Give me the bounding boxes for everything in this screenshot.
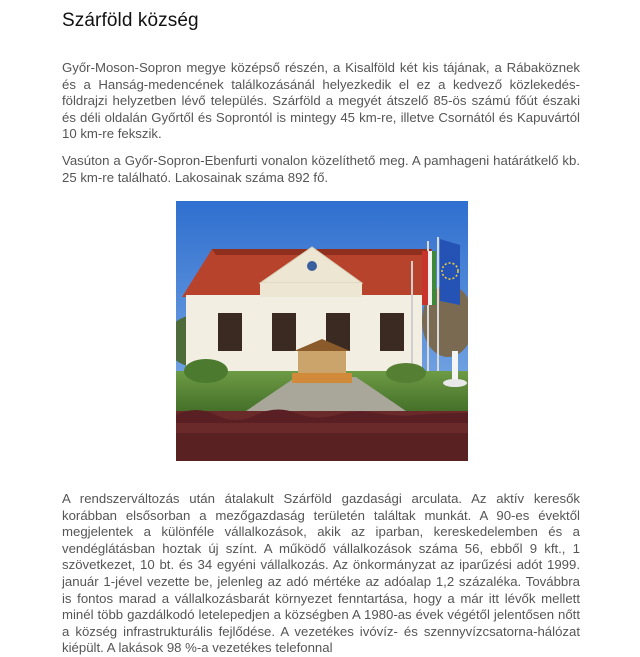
town-hall-photo — [176, 201, 468, 461]
economy-paragraph: A rendszerváltozás után átalakult Szárföld gazdasági arculata. Az aktív keresők korábban elsősorban a mezőgazdaság területén találtak munkát. A 90-es évektől megjelentek a különféle vállalkozások, akik az iparban, kereskedelemben és a vendéglátásban hoztak új színt. A működő vállalkozások száma 56, ebből 9 kft., 1 szövetkezet, 10 bt. és 34 egyéni vállalkozás. Az önkormányzat az iparűzési adót 1999. január 1-jével vezette be, jelenleg az adó mértéke az adóalap 1,2 százaléka. Továbbra is fontos marad a vállalkozásbarát környezet fenntartása, hogy a már itt lévők mellett minél több gazdálkodó letelepedjen a községben A 1980-as évek végétől jelentősen nőtt a község infrastrukturális fejlődése. A vezetékes ivóvíz- és szennyvízcsatorna-hálózat kiépült. A lakások 98 %-a vezetékes telefonnal — [62, 491, 580, 656]
fountain — [452, 351, 458, 381]
window — [218, 313, 242, 351]
intro-paragraph: Győr-Moson-Sopron megye középső részén, a Kisalföld két kis tájának, a Rábaköznek és a Hanság-medencének találkozásánál helyezkedik el ez a kedvező közlekedés-földrajzi helyzetben lévő település. Szárföld a megyét átszelő 85-ös számú főút északi és déli oldalán Győrtől és Soprontól is mintegy 45 km-re, illetve Csornától és Kapuvártól 10 km-re fekszik. — [62, 60, 580, 142]
page-title: Szárföld község — [62, 10, 199, 31]
town-hall-image — [176, 201, 468, 461]
window — [272, 313, 296, 351]
flag-hungary — [422, 251, 428, 305]
transport-paragraph: Vasúton a Győr-Sopron-Ebenfurti vonalon közelíthető meg. A pamhageni határátkelő kb. 25 km-re található. Lakosainak száma 892 fő. — [62, 153, 580, 185]
window — [380, 313, 404, 351]
flag-eu — [440, 239, 460, 305]
coat-of-arms-icon — [307, 261, 317, 271]
nativity-stand — [298, 351, 346, 373]
